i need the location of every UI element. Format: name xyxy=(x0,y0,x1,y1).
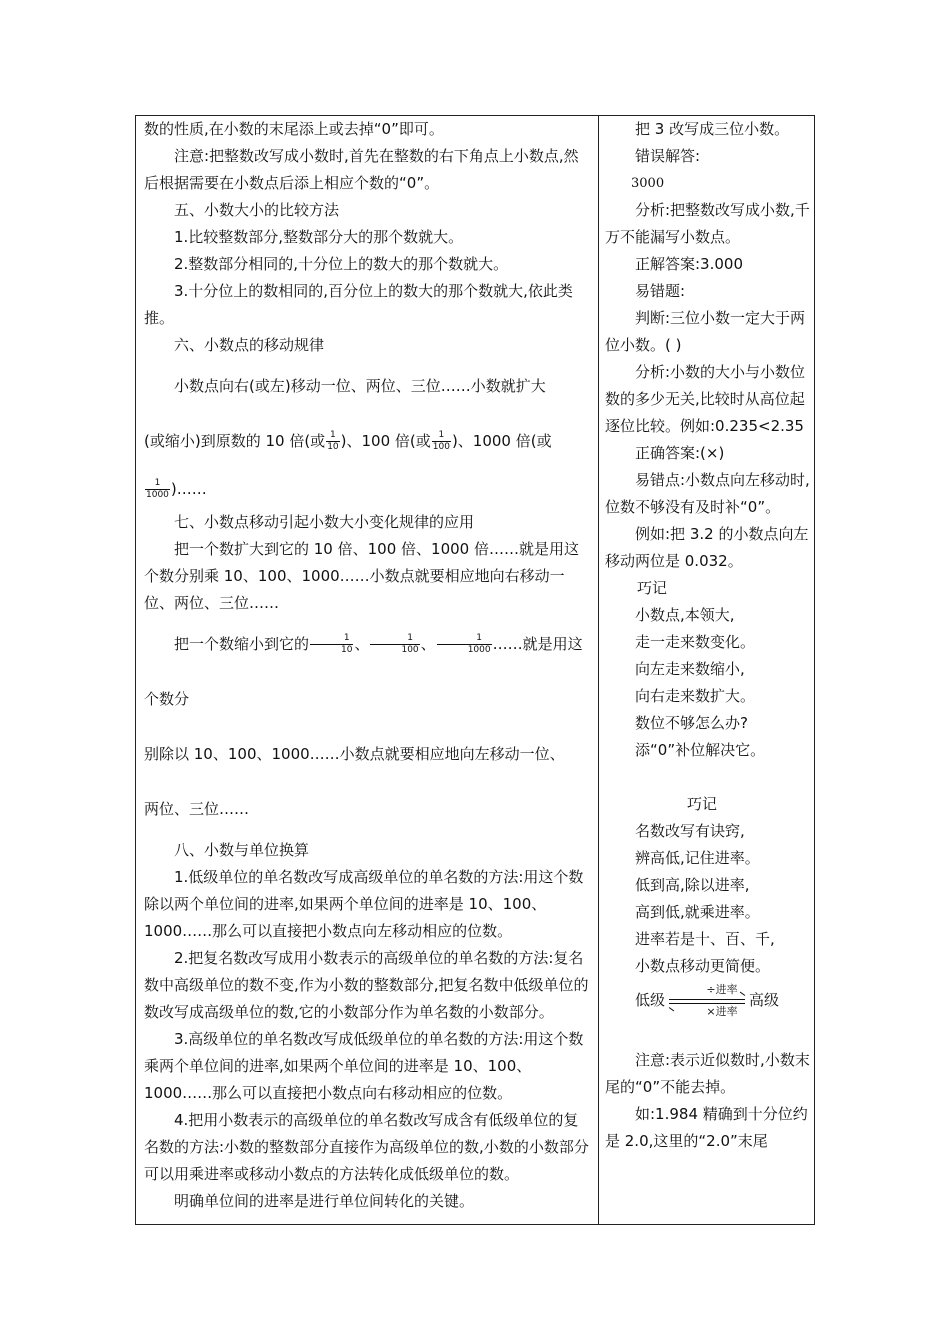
rhyme-2-line: 高到低,就乘进率。 xyxy=(635,903,760,921)
section-5-title: 五、小数大小的比较方法 xyxy=(174,201,340,219)
rule-8-1: 1.低级单位的单名数改写成高级单位的单名数的方法:用这个数除以两个单位间的进率,如果两个单位间的进率是 10、100、1000……那么可以直接把小数点向左移动相应的位数。 xyxy=(144,868,584,940)
rhyme-2-title: 巧记 xyxy=(687,795,718,813)
denominator: 1000 xyxy=(146,490,169,500)
divide-rate-label: ÷进率 xyxy=(706,982,738,996)
separator: 、 xyxy=(420,635,436,653)
conversion-arrows xyxy=(669,983,745,1019)
note-paragraph: 注意:把整数改写成小数时,首先在整数的右下角点上小数点,然后根据需要在小数点后添上相应个数的“0”。 xyxy=(144,147,579,192)
fraction-1-1000 xyxy=(437,633,492,656)
analysis-1: 分析:把整数改写成小数,千万不能漏写小数点。 xyxy=(605,201,810,246)
rule-8-2: 2.把复名数改写成用小数表示的高级单位的单名数的方法:复名数中高级单位的数不变,作为小数的整数部分,把复名数中低级单位的数改写成高级单位的数,它的小数部分作为单名数的小数部分。 xyxy=(144,949,589,1021)
text-line: 数的性质,在小数的末尾添上或去掉“0”即可。 xyxy=(144,120,444,138)
section-7-title: 七、小数点移动引起小数大小变化规律的应用 xyxy=(174,513,475,531)
rhyme-1-line: 小数点,本领大, xyxy=(635,606,735,624)
rhyme-1-title: 巧记 xyxy=(637,579,668,597)
numerator: 1 xyxy=(437,633,492,645)
rule-7-d: 两位、三位…… xyxy=(144,800,250,818)
rhyme-1-line: 向右走来数扩大。 xyxy=(635,687,756,705)
rhyme-2-line: 名数改写有诀窍, xyxy=(635,822,745,840)
text-segment: ……就是用这个数分 xyxy=(144,635,583,708)
fraction-1-10 xyxy=(310,633,353,656)
example-shift: 例如:把 3.2 的小数点向左移动两位是 0.032。 xyxy=(605,525,809,570)
example-question: 把 3 改写成三位小数。 xyxy=(635,120,790,138)
rhyme-2-line: 进率若是十、百、千, xyxy=(635,930,775,948)
conversion-diagram xyxy=(605,980,810,1020)
wrong-answer-label: 错误解答: xyxy=(635,147,701,165)
rule-6-line-a: 小数点向右(或左)移动一位、两位、三位……小数就扩大 xyxy=(174,377,546,395)
denominator: 10 xyxy=(341,645,353,655)
rhyme-1-line: 数位不够怎么办? xyxy=(635,714,748,732)
content-table xyxy=(135,115,815,1225)
multiply-rate-label: ×进率 xyxy=(706,1004,738,1018)
fraction-1-1000 xyxy=(145,478,170,501)
rhyme-1-line: 添“0”补位解决它。 xyxy=(635,741,766,759)
rule-5-1: 1.比较整数部分,整数部分大的那个数就大。 xyxy=(174,228,464,246)
section-8-title: 八、小数与单位换算 xyxy=(174,841,310,859)
denominator: 1000 xyxy=(467,645,491,655)
error-prone-label: 易错题: xyxy=(635,282,686,300)
numerator: 1 xyxy=(432,430,451,442)
rule-7-b xyxy=(144,617,592,727)
column-divider xyxy=(598,116,599,1224)
correct-answer-2: 正确答案:(×) xyxy=(635,444,725,462)
analysis-2: 分析:小数的大小与小数位数的多少无关,比较时从高位起逐位比较。例如:0.235<2.35 xyxy=(605,363,806,435)
text-segment: (或缩小)到原数的 10 倍(或 xyxy=(144,432,326,450)
rhyme-2-line: 小数点移动更简便。 xyxy=(635,957,771,975)
right-arrow-icon xyxy=(669,999,745,1000)
denominator: 100 xyxy=(432,442,450,452)
fraction-1-10 xyxy=(326,430,339,453)
denominator: 100 xyxy=(401,645,419,655)
left-arrow-icon xyxy=(669,1003,745,1004)
rhyme-2-line: 辨高低,记住进率。 xyxy=(635,849,760,867)
left-column xyxy=(144,116,592,1215)
rule-5-2: 2.整数部分相同的,十分位上的数大的那个数就大。 xyxy=(174,255,509,273)
fraction-1-100 xyxy=(432,430,451,453)
rule-5-3: 3.十分位上的数相同的,百分位上的数大的那个数就大,依此类推。 xyxy=(144,282,573,327)
approx-note: 注意:表示近似数时,小数末尾的“0”不能去掉。 xyxy=(605,1051,810,1096)
section-6-title: 六、小数点的移动规律 xyxy=(174,336,325,354)
fraction-1-100 xyxy=(370,633,419,656)
judge-question: 判断:三位小数一定大于两位小数。( ) xyxy=(605,309,806,354)
rhyme-1-line: 走一走来数变化。 xyxy=(635,633,756,651)
rule-6-line-c xyxy=(144,469,592,509)
denominator: 10 xyxy=(327,442,339,452)
text-segment: 把一个数缩小到它的 xyxy=(174,635,310,653)
separator: 、 xyxy=(354,635,370,653)
numerator: 1 xyxy=(370,633,419,645)
rule-6-line-b xyxy=(144,414,592,469)
right-column xyxy=(605,116,810,1155)
text-segment: )…… xyxy=(170,480,207,498)
wrong-answer-value: 3000 xyxy=(631,176,665,191)
numerator: 1 xyxy=(326,430,339,442)
rule-8-3: 3.高级单位的单名数改写成低级单位的单名数的方法:用这个数乘两个单位间的进率,如果两个单位间的进率是 10、100、1000……那么可以直接把小数点向右移动相应的位数。 xyxy=(144,1030,584,1102)
correct-answer-1: 正解答案:3.000 xyxy=(635,255,743,273)
rule-8-4: 4.把用小数表示的高级单位的单名数改写成含有低级单位的复名数的方法:小数的整数部分直接作为高级单位的数,小数的小数部分可以用乘进率或移动小数点的方法转化成低级单位的数。 xyxy=(144,1111,589,1183)
text-segment: )、100 倍(或 xyxy=(340,432,431,450)
low-unit-label: 低级 xyxy=(635,991,666,1009)
text-segment: )、1000 倍(或 xyxy=(451,432,552,450)
rule-7-a: 把一个数扩大到它的 10 倍、100 倍、1000 倍……就是用这个数分别乘 10、100、1000……小数点就要相应地向右移动一位、两位、三位…… xyxy=(144,540,579,612)
rule-7-c: 别除以 10、100、1000……小数点就要相应地向左移动一位、 xyxy=(144,745,565,763)
rhyme-2-line: 低到高,除以进率, xyxy=(635,876,750,894)
numerator: 1 xyxy=(145,478,170,490)
high-unit-label: 高级 xyxy=(749,991,780,1009)
numerator: 1 xyxy=(310,633,353,645)
error-point: 易错点:小数点向左移动时,位数不够没有及时补“0”。 xyxy=(605,471,810,516)
section-8-conclusion: 明确单位间的进率是进行单位间转化的关键。 xyxy=(174,1192,475,1210)
approx-example: 如:1.984 精确到十分位约是 2.0,这里的“2.0”末尾 xyxy=(605,1105,808,1150)
rhyme-1-line: 向左走来数缩小, xyxy=(635,660,745,678)
